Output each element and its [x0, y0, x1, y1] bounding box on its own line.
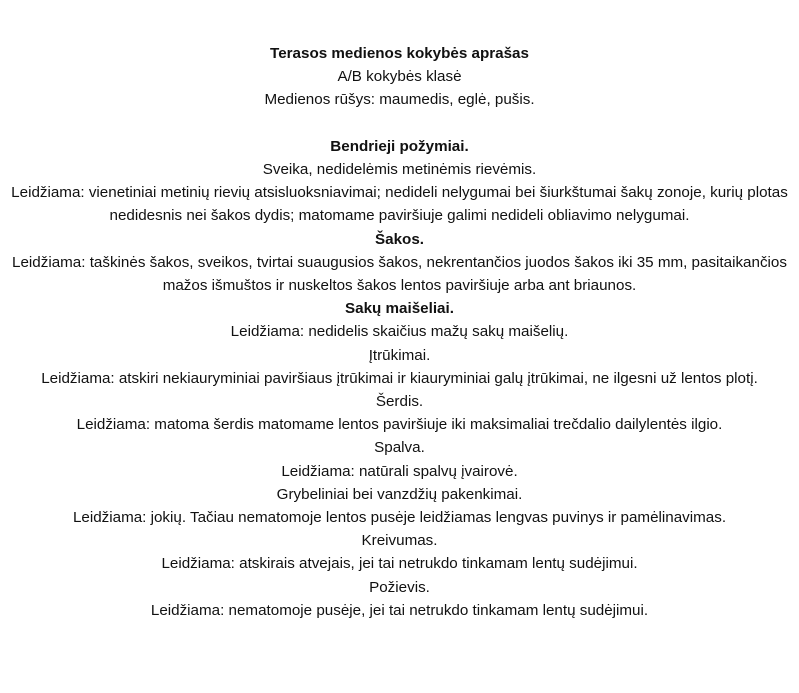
section-wane — [0, 576, 799, 622]
section-heading: Šakos. — [375, 230, 424, 248]
section-line: Leidžiama: taškinės šakos, sveikos, tvirtai suaugusios šakos, nekrentančios juodos šakos iki 35 mm, pasitaikančios mažos išmuštos ir nuskeltos šakos lentos paviršiuje arba ant briaunos. — [12, 253, 787, 295]
section-line: Leidžiama: atskiri nekiauryminiai paviršiaus įtrūkimai ir kiauryminiai galų įtrūkimai, ne ilgesni už lentos plotį. — [41, 369, 758, 387]
section-warp — [0, 529, 799, 575]
section-line: Leidžiama: nematomoje pusėje, jei tai netrukdo tinkamam lentų sudėjimui. — [150, 601, 649, 619]
section-resin-pockets — [0, 297, 799, 343]
section-heading: Įtrūkimai. — [368, 346, 431, 364]
section-pith — [0, 390, 799, 436]
section-heading: Požievis. — [369, 578, 430, 596]
section-line: Leidžiama: nedidelis skaičius mažų sakų maišelių. — [230, 323, 569, 341]
section-cracks — [0, 344, 799, 390]
spacer — [0, 112, 799, 135]
section-general — [0, 135, 799, 228]
section-heading: Bendrieji požymiai. — [330, 137, 469, 155]
section-knots — [0, 228, 799, 298]
section-heading: Sakų maišeliai. — [345, 300, 454, 318]
quality-class-line: A/B kokybės klasė — [337, 68, 462, 86]
section-heading: Kreivumas. — [361, 532, 438, 550]
section-heading: Spalva. — [374, 439, 425, 457]
section-line: Leidžiama: matoma šerdis matomame lentos paviršiuje iki maksimaliai trečdalio dailylentės ilgio. — [76, 416, 723, 434]
section-line: Leidžiama: vienetiniai metinių rievių atsisluoksniavimai; nedideli nelygumai bei šiurkštumai šakų zonoje, kurių plotas nedidesnis nei šakos dydis; matomame paviršiuje galimi nedideli obliavimo nelygumai. — [11, 184, 788, 225]
wood-species-line: Medienos rūšys: maumedis, eglė, pušis. — [264, 91, 535, 109]
section-line: Leidžiama: jokių. Tačiau nematomoje lentos pusėje leidžiamas lengvas puvinys ir pamėlinavimas. — [72, 509, 727, 527]
section-heading: Šerdis. — [375, 393, 424, 411]
section-line: Sveika, nedidelėmis metinėmis rievėmis. — [262, 161, 537, 178]
section-line: Leidžiama: atskirais atvejais, jei tai netrukdo tinkamam lentų sudėjimui. — [161, 555, 638, 573]
document-title: Terasos medienos kokybės aprašas — [270, 45, 529, 62]
section-color — [0, 436, 799, 482]
section-fungal-insect-damage — [0, 483, 799, 529]
section-line: Leidžiama: natūrali spalvų įvairovė. — [281, 462, 518, 480]
section-heading: Grybeliniai bei vanzdžių pakenkimai. — [276, 485, 523, 503]
